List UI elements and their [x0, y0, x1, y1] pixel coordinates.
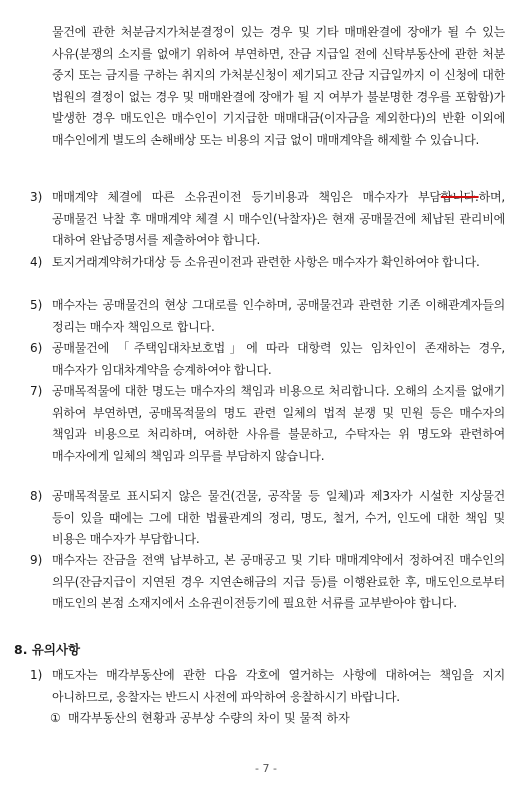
list-number: 9) [30, 553, 43, 567]
continuation-paragraph: 물건에 관한 처분금지가처분결정이 있는 경우 및 기타 매매완결에 장애가 될 수 있는 사유(분쟁의 소지를 없애기 위하여 부연하면, 잔금 지급일 전에 신탁부동산에 관한 처분 중지 또는 금지를 구하는 취지의 가처분신청이 제기되고 잔금 지급일까지 이 신청에 대한 법원의 결정이 없는 경우 및 매매완결에 장애가 될 지 여부가 불분명한 경우를 포함함)가 발생한 경우 매도인은 매수인이 기지급한 매매대금(이자금을 제외한다)의 반환 이외에 매수인에게 별도의 손해배상 또는 비용의 지급 없이 매매계약을 해제할 수 있습니다. [52, 25, 505, 147]
list-item-4 [30, 252, 505, 274]
list-item-5 [30, 295, 505, 338]
list-number: 7) [30, 384, 43, 398]
list-number: 3) [30, 190, 43, 204]
item-text: 매수자는 공매물건의 현상 그대로를 인수하며, 공매물건과 관련한 기존 이해관계자들의 정리는 매수자 책임으로 합니다. [52, 298, 505, 334]
item-text: 공매물건에 「주택임대차보호법」에 따라 대항력 있는 임차인이 존재하는 경우, 매수자가 임대차계약을 승계하여야 합니다. [52, 341, 505, 377]
section-item-1 [30, 665, 505, 708]
item-text: 매수자는 잔금을 전액 납부하고, 본 공매공고 및 기타 매매계약에서 정하여진 매수인의 의무(잔금지급이 지연된 경우 지연손해금의 지급 등)를 이행완료한 후, 매도인으로부터 매도인의 본점 소재지에서 소유권이전등기에 필요한 서류를 교부받아야 합니다. [52, 553, 505, 611]
page-number: - 7 - [255, 762, 277, 775]
list-item-6 [30, 338, 505, 381]
list-number: 1) [30, 668, 43, 682]
list-item-9 [30, 550, 505, 615]
section-heading: 8. 유의사항 [14, 642, 81, 657]
list-number: 5) [30, 298, 43, 312]
list-number: 6) [30, 341, 43, 355]
list-number: 8) [30, 489, 43, 503]
list-item-7 [30, 381, 505, 467]
sub-item-text: 매각부동산의 현황과 공부상 수량의 차이 및 물적 하자 [68, 711, 350, 725]
item-text: 매도자는 매각부동산에 관한 다음 각호에 열거하는 사항에 대하여는 책임을 지지 아니하므로, 응찰자는 반드시 사전에 파악하여 응찰하시기 바랍니다. [52, 668, 505, 704]
item-text: 공매목적물에 대한 명도는 매수자의 책임과 비용으로 처리합니다. 오해의 소지를 없애기 위하여 부연하면, 공매목적물의 명도 관련 일체의 법적 분쟁 및 민원 등은 매수자의 책임과 비용으로 처리하며, 여하한 사유를 불문하고, 수탁자는 위 명도와 관련하여 매수자에게 일체의 책임과 의무를 부담하지 않습니다. [52, 384, 505, 463]
list-number: 4) [30, 255, 43, 269]
item-text: 토지거래계약허가대상 등 소유권이전과 관련한 사항은 매수자가 확인하여야 합니다. [52, 255, 480, 269]
item-text: 공매목적물로 표시되지 않은 물건(건물, 공작물 등 일체)과 제3자가 시설한 지상물건 등이 있을 때에는 그에 대한 법률관계의 정리, 명도, 철거, 수거, 인도에 대한 책임 및 비용은 매수자가 부담합니다. [52, 489, 505, 547]
item-text-continued: 하며, 공매물건 낙찰 후 매매계약 체결 시 매수인(낙찰자)은 현재 공매물건에 체납된 관리비에 대하여 완납증명서를 제출하여야 합니다. [52, 190, 505, 248]
sub-item-1 [50, 708, 510, 730]
struck-text: 합니다. [440, 190, 479, 204]
item-text: 매매계약 체결에 따른 소유권이전 등기비용과 책임은 매수자가 부담 [52, 190, 441, 204]
list-item-8 [30, 486, 505, 551]
list-item-3 [30, 187, 505, 252]
circled-number: ① [50, 711, 61, 725]
